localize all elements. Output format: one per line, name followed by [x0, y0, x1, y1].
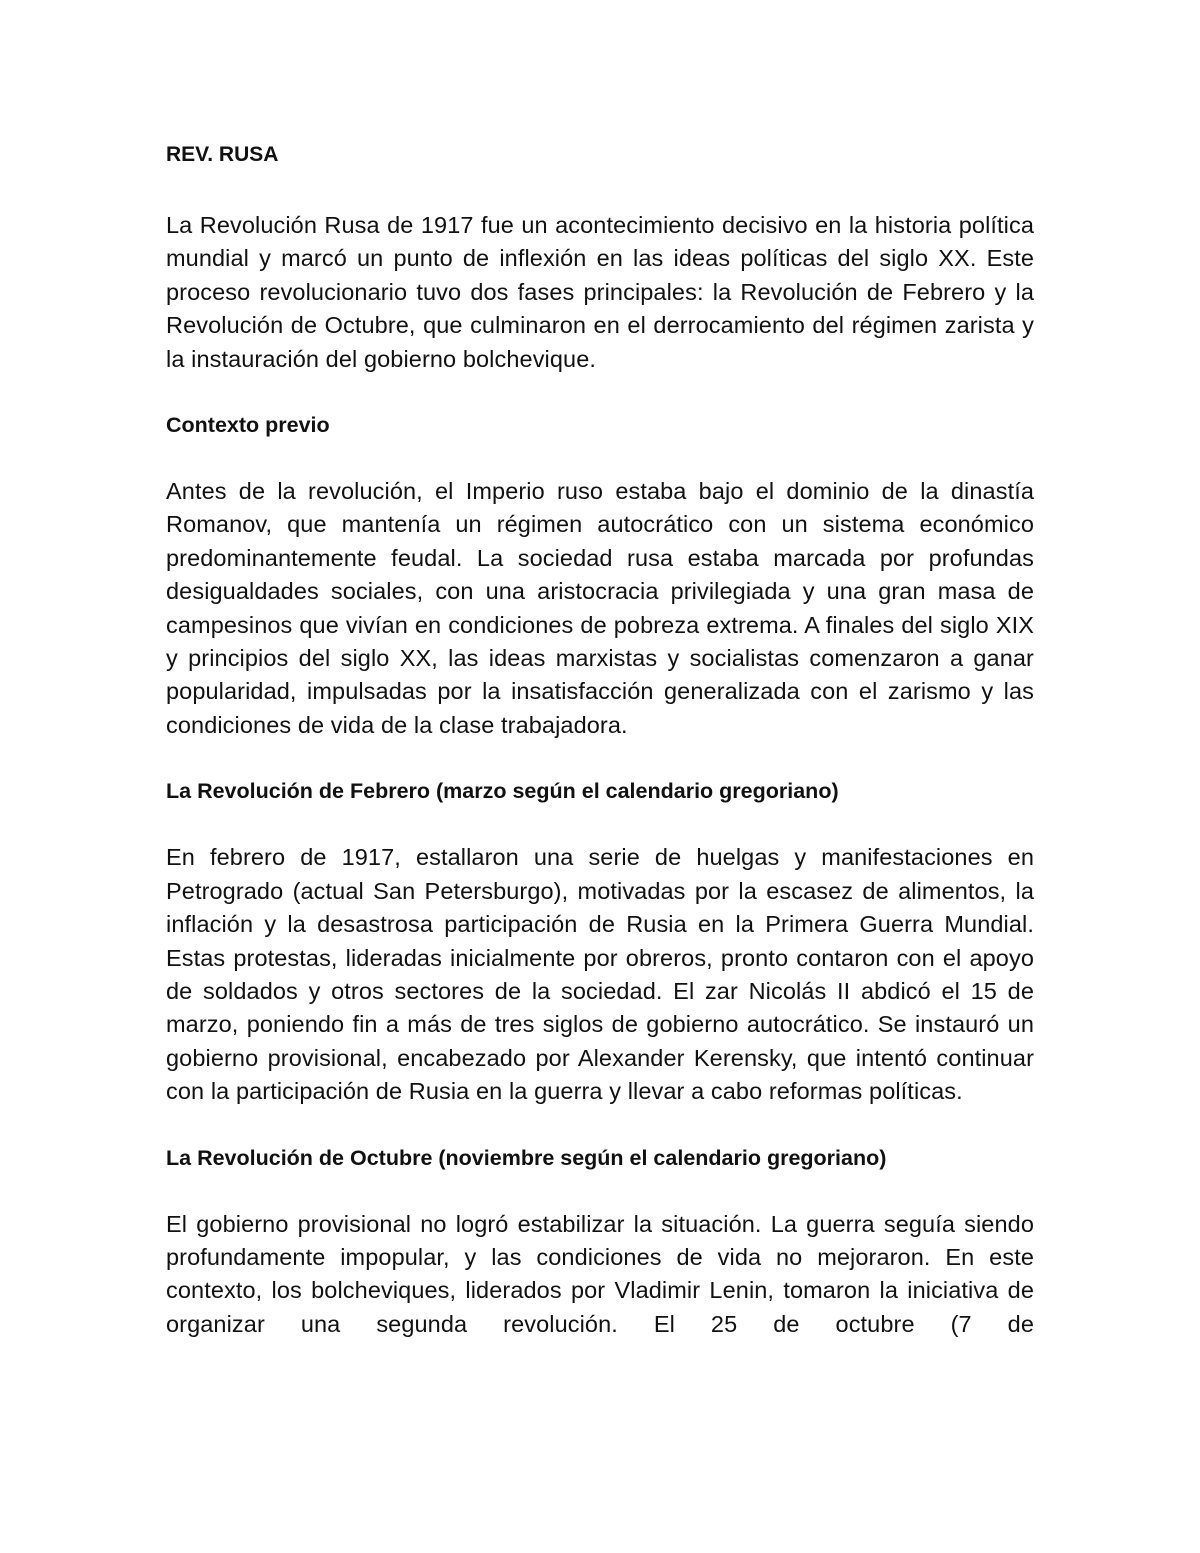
section-heading-contexto: Contexto previo: [166, 413, 330, 438]
section-heading-octubre: La Revolución de Octubre (noviembre según el calendario gregoriano): [166, 1145, 887, 1170]
document-title: REV. RUSA: [166, 143, 279, 166]
section-heading-febrero: La Revolución de Febrero (marzo según el calendario gregoriano): [166, 779, 839, 804]
intro-paragraph: La Revolución Rusa de 1917 fue un acontecimiento decisivo en la historia política mundial y marcó un punto de inflexión en las ideas políticas del siglo XX. Este proceso revolucionario tuvo dos fases principales: la Revolución de Febrero y la Revolución de Octubre, que culminaron en el derrocamiento del régimen zarista y la instauración del gobierno bolchevique.: [166, 212, 1034, 372]
section-body-febrero: En febrero de 1917, estallaron una serie de huelgas y manifestaciones en Petrogrado (actual San Petersburgo), motivadas por la escasez de alimentos, la inflación y la desastrosa participación de Rusia en la Primera Guerra Mundial. Estas protestas, lideradas inicialmente por obreros, pronto contaron con el apoyo de soldados y otros sectores de la sociedad. El zar Nicolás II abdicó el 15 de marzo, poniendo fin a más de tres siglos de gobierno autocrático. Se instauró un gobierno provisional, encabezado por Alexander Kerensky, que intentó continuar con la participación de Rusia en la guerra y llevar a cabo reformas políticas.: [166, 844, 1034, 1105]
section-body-octubre: El gobierno provisional no logró estabilizar la situación. La guerra seguía siendo profundamente impopular, y las condiciones de vida no mejoraron. En este contexto, los bolcheviques, liderados por Vladimir Lenin, tomaron la iniciativa de organizar una segunda revolución. El 25 de octubre (7 de: [166, 1210, 1034, 1337]
section-body-contexto: Antes de la revolución, el Imperio ruso estaba bajo el dominio de la dinastía Romanov, que mantenía un régimen autocrático con un sistema económico predominantemente feudal. La sociedad rusa estaba marcada por profundas desigualdades sociales, con una aristocracia privilegiada y una gran masa de campesinos que vivían en condiciones de pobreza extrema. A finales del siglo XIX y principios del siglo XX, las ideas marxistas y socialistas comenzaron a ganar popularidad, impulsadas por la insatisfacción generalizada con el zarismo y las condiciones de vida de la clase trabajadora.: [166, 478, 1034, 738]
document-page: [166, 138, 1034, 1374]
